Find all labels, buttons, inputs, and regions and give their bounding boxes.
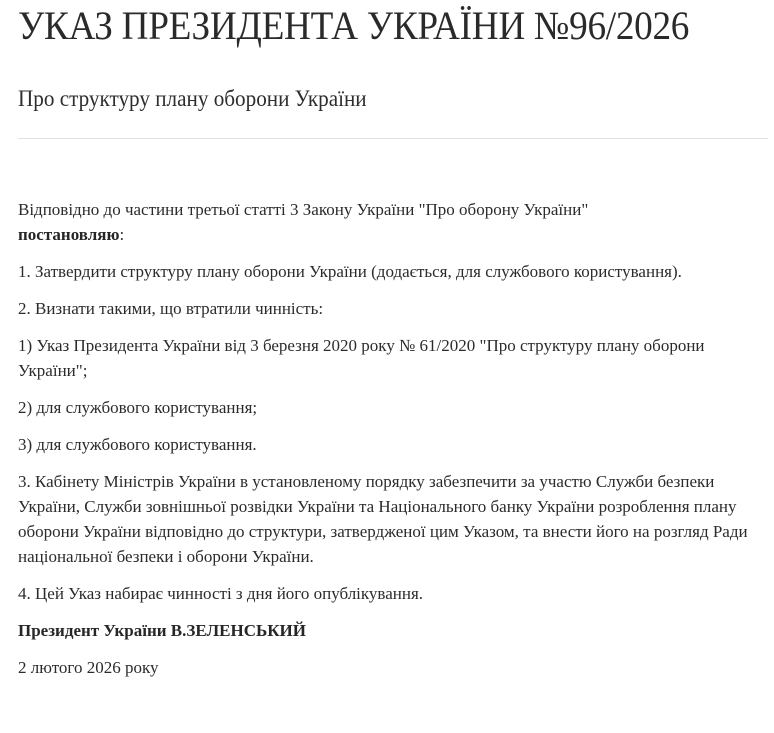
decree-body [18,197,768,692]
divider [18,138,768,139]
item-4: 4. Цей Указ набирає чинності з дня його опублікування. [18,584,424,603]
item-2-sub-1: 1) Указ Президента України від 3 березня 2020 року № 61/2020 "Про структуру плану оборони України"; [18,336,705,380]
date: 2 лютого 2026 року [18,658,159,677]
page-subtitle: Про структуру плану оборони України [18,86,367,111]
decree-word: постановляю [18,225,120,244]
item-3: 3. Кабінету Міністрів України в установленому порядку забезпечити за участю Служби безпеки України, Служби зовнішньої розвідки України та Національного банку України розроблення плану оборони України відповідно до структури, затвердженої цим Указом, та внести його на розгляд Ради національної безпеки і оборони України. [18,472,748,566]
signature: Президент України В.ЗЕЛЕНСЬКИЙ [18,621,306,640]
preamble-paragraph [18,197,768,247]
preamble-text: Відповідно до частини третьої статті 3 Закону України "Про оборону України" [18,200,589,219]
item-2-sub-2: 2) для службового користування; [18,398,258,417]
item-1: 1. Затвердити структуру плану оборони України (додається, для службового користування). [18,262,682,281]
page-title: УКАЗ ПРЕЗИДЕНТА УКРАЇНИ №96/2026 [18,3,690,48]
decree-colon: : [119,225,125,244]
item-2: 2. Визнати такими, що втратили чинність: [18,299,324,318]
item-2-sub-3: 3) для службового користування. [18,435,257,454]
signature-paragraph [18,618,768,643]
